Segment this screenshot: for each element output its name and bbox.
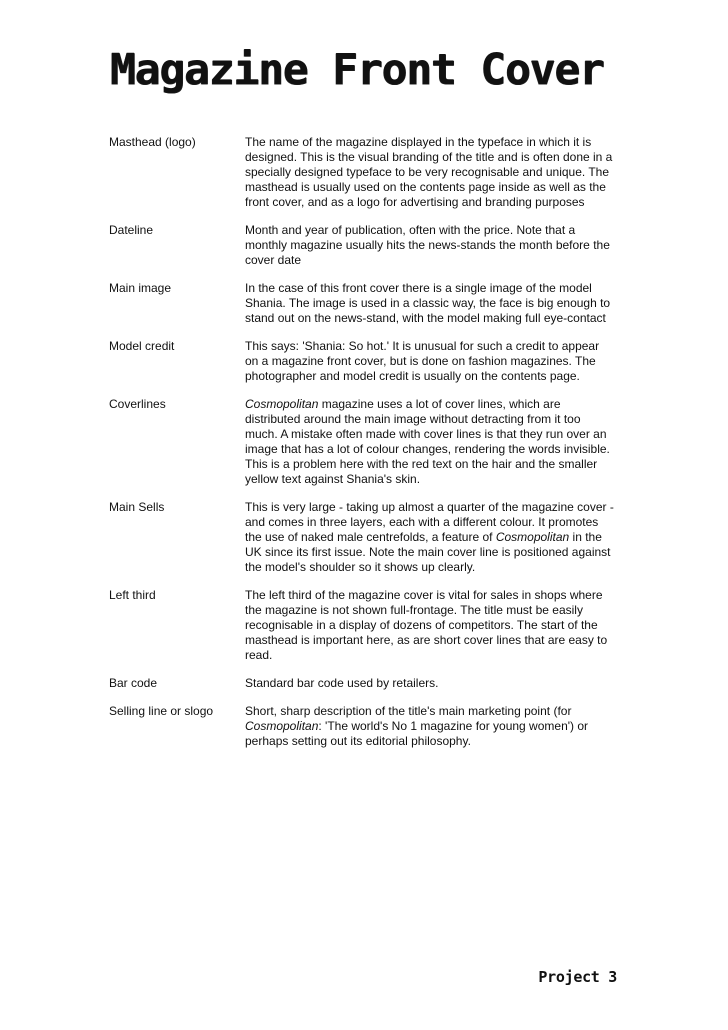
page-title: Magazine Front Cover xyxy=(110,45,604,95)
magazine-name: Cosmopolitan xyxy=(245,397,319,411)
entry-description-text: magazine uses a lot of cover lines, which are distributed around the main image without detracting from it too much. A mistake often made with cover lines is that they run over an image that has a lot of colour changes, rendering the words invisible. This is a problem here with the red text on the hair and the smaller yellow text against Shania's skin. xyxy=(245,397,610,486)
entry-main-sells xyxy=(109,500,619,575)
magazine-name: Cosmopolitan xyxy=(245,719,319,733)
entry-term: Coverlines xyxy=(109,397,166,411)
entry-description: The name of the magazine displayed in the typeface in which it is designed. This is the visual branding of the title and is often done in a specially designed typeface to be very recognisable and unique. The masthead is usually used on the contents page inside as well as the front cover, and as a logo for advertising and branding purposes xyxy=(245,135,613,209)
entry-description xyxy=(245,397,615,487)
entry-term: Main image xyxy=(109,281,172,295)
entry-description: Month and year of publication, often with the price. Note that a monthly magazine usually hits the news-stands the month before the cover date xyxy=(245,223,610,267)
entry-description-text: : 'The world's No 1 magazine for young women') or perhaps setting out its editorial philosophy. xyxy=(245,719,589,748)
entry-term: Bar code xyxy=(109,676,158,690)
entry-description: Standard bar code used by retailers. xyxy=(245,676,439,690)
entry-selling-line xyxy=(109,704,619,749)
entry-description: This says: 'Shania: So hot.' It is unusual for such a credit to appear on a magazine front cover, but is done on fashion magazines. The photographer and model credit is usually on the contents page. xyxy=(245,339,600,383)
entry-left-third xyxy=(109,588,619,663)
entry-term: Dateline xyxy=(109,223,154,237)
entry-coverlines xyxy=(109,397,619,487)
project-label: Project 3 xyxy=(538,968,617,986)
entry-main-image xyxy=(109,281,619,326)
entry-description-text: This is very large - taking up almost a quarter of the magazine cover - and comes in three layers, each with a different colour. It promotes the use of naked male centrefolds, a feature of xyxy=(245,500,614,544)
entry-model-credit xyxy=(109,339,619,384)
entry-description-text: in the UK since its first issue. Note the main cover line is positioned against the model's shoulder so it shows up clearly. xyxy=(245,530,611,574)
entry-term: Main Sells xyxy=(109,500,165,514)
definition-list xyxy=(109,135,619,762)
entry-term: Masthead (logo) xyxy=(109,135,196,149)
entry-term: Left third xyxy=(109,588,156,602)
entry-description: The left third of the magazine cover is vital for sales in shops where the magazine is not shown full-frontage. The title must be easily recognisable in a display of dozens of competitors. The start of the masthead is important here, as are short cover lines that are easy to read. xyxy=(245,588,608,662)
entry-dateline xyxy=(109,223,619,268)
entry-bar-code xyxy=(109,676,619,691)
entry-term: Model credit xyxy=(109,339,175,353)
entry-description: In the case of this front cover there is a single image of the model Shania. The image is used in a classic way, the face is big enough to stand out on the news-stand, with the model making full eye-contact xyxy=(245,281,611,325)
entry-masthead xyxy=(109,135,619,210)
entry-description-text: Short, sharp description of the title's main marketing point (for xyxy=(245,704,572,718)
magazine-name: Cosmopolitan xyxy=(495,530,570,544)
entry-description xyxy=(245,704,615,749)
entry-description xyxy=(245,500,615,575)
entry-term: Selling line or slogo xyxy=(109,704,214,718)
